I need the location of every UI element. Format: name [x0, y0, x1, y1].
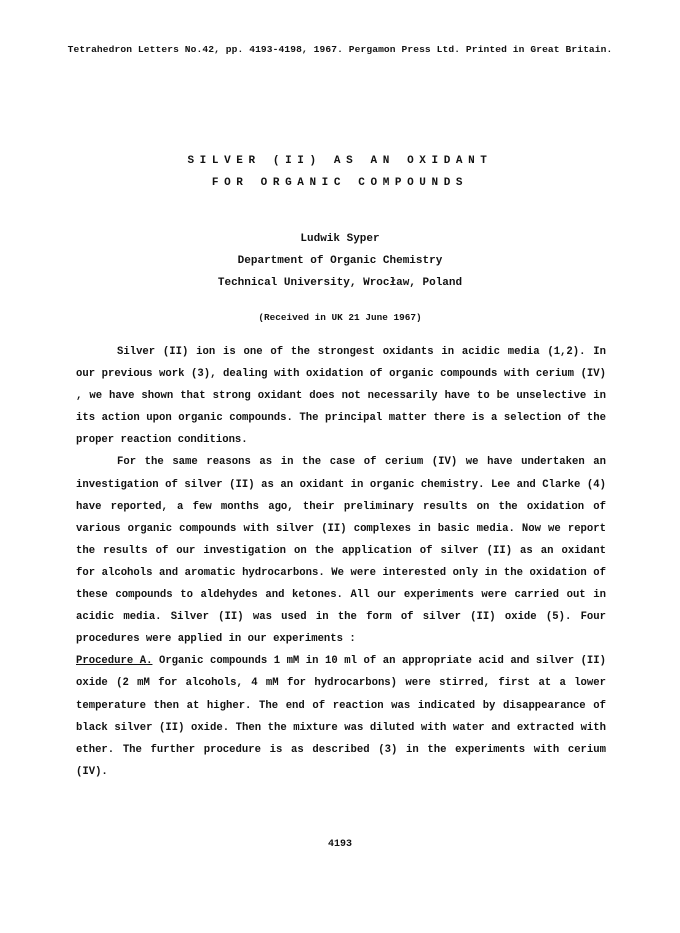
author-name: Ludwik Syper: [300, 233, 380, 245]
procedure-a-paragraph: [76, 650, 606, 783]
paragraph-1: Silver (II) ion is one of the strongest oxidants in acidic media (1,2). In our previous work (3), dealing with oxidation of organic compounds with cerium (IV) , we have shown that strong oxidant does not necessarily have to be unselective in its action upon organic compounds. The principal matter there is a selection of the proper reaction conditions.: [76, 346, 606, 447]
paragraph-2: For the same reasons as in the case of cerium (IV) we have undertaken an investigation of silver (II) as an oxidant in organic chemistry. Lee and Clarke (4) have reported, a few months ago, their preliminary results on the oxidation of various organic compounds with silver (II) complexes in basic media. Now we report the results of our investigation on the application of silver (II) as an oxidant for alcohols and aromatic hydrocarbons. We were interested only in the oxidation of these compounds to aldehydes and ketones. All our experiments were carried out in acidic media. Silver (II) was used in the form of silver (II) oxide (5). Four procedures were applied in our experiments :: [76, 456, 606, 646]
procedure-a-text: Organic compounds 1 mM in 10 ml of an appropriate acid and silver (II) oxide (2 mM for alcohols, 4 mM for hydrocarbons) were stirred, first at a lower temperature then at higher. The end of reaction was indicated by disappearance of black silver (II) oxide. Then the mixture was diluted with water and extracted with ether. The further procedure is as described (3) in the experiments with cerium (IV).: [76, 655, 606, 778]
procedure-a-label: Procedure A.: [76, 655, 153, 668]
article-title-line-1: SILVER (II) AS AN OXIDANT: [187, 155, 493, 167]
author-institution: Technical University, Wrocław, Poland: [217, 277, 463, 289]
article-body: [76, 341, 606, 783]
author-department: Department of Organic Chemistry: [237, 255, 443, 267]
article-title-line-2: FOR ORGANIC COMPOUNDS: [211, 177, 469, 189]
received-date: (Received in UK 21 June 1967): [258, 312, 422, 323]
page-number: 4193: [327, 839, 352, 850]
journal-header: Tetrahedron Letters No.42, pp. 4193-4198, 1967. Pergamon Press Ltd. Printed in Great Britain.: [67, 44, 613, 55]
